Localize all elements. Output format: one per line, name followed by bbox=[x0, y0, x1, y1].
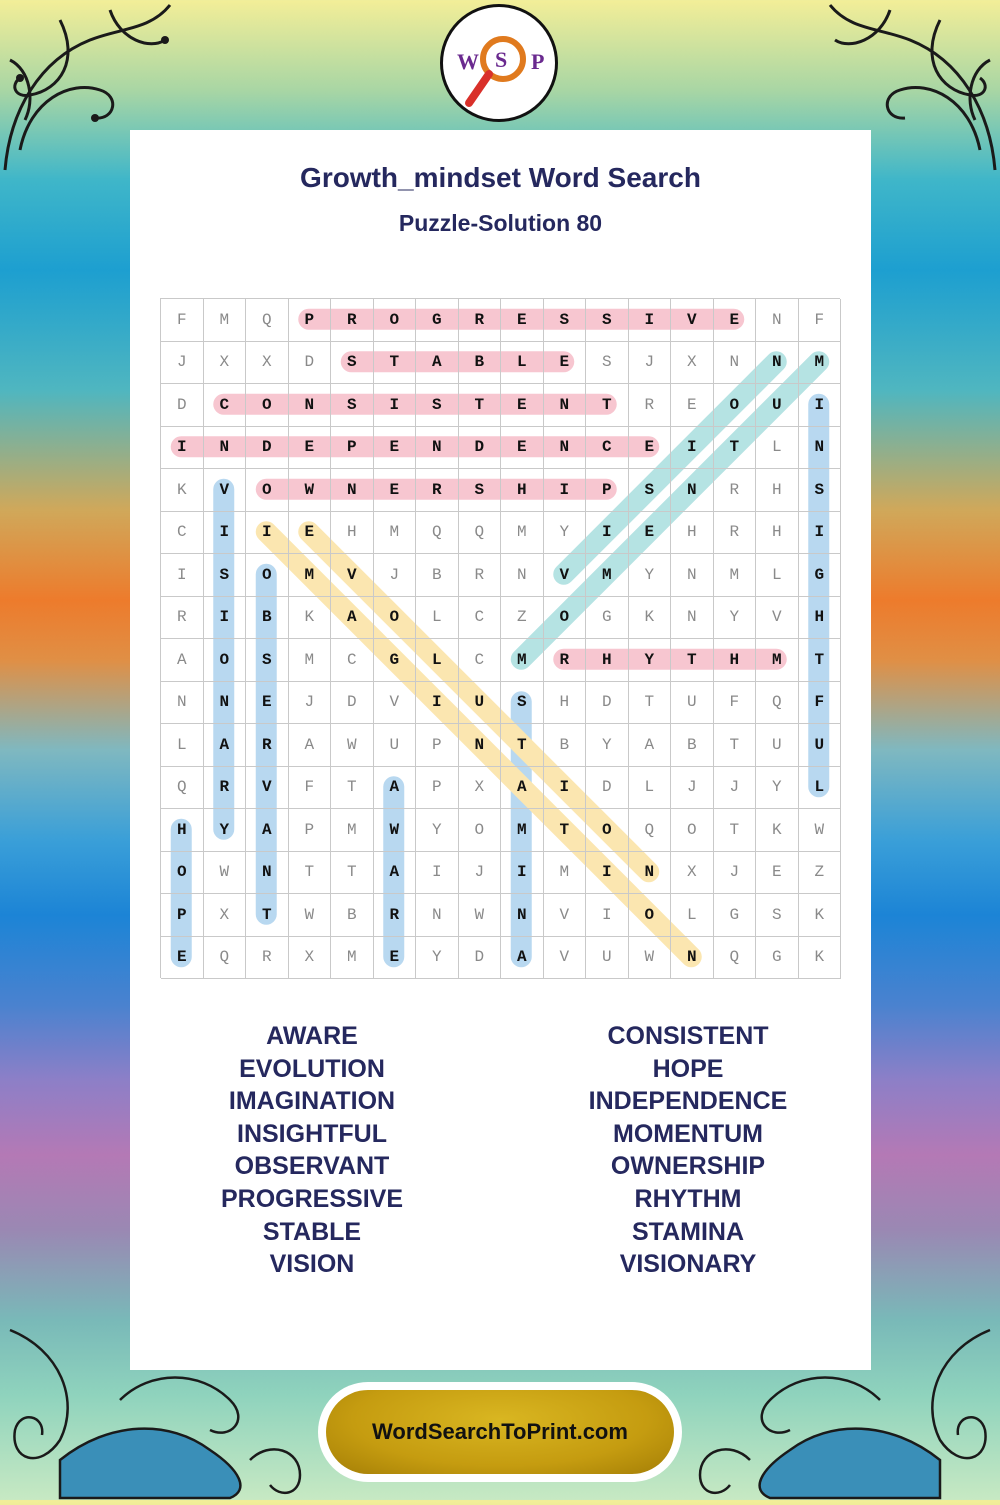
grid-cell[interactable]: R bbox=[246, 937, 289, 980]
grid-cell[interactable]: H bbox=[799, 597, 842, 640]
grid-cell[interactable]: E bbox=[629, 427, 672, 470]
grid-cell[interactable]: X bbox=[204, 342, 247, 385]
grid-cell[interactable]: K bbox=[756, 809, 799, 852]
grid-cell[interactable]: E bbox=[501, 299, 544, 342]
grid-cell[interactable]: I bbox=[161, 554, 204, 597]
grid-cell[interactable]: D bbox=[586, 767, 629, 810]
grid-cell[interactable]: E bbox=[756, 852, 799, 895]
grid-cell[interactable]: R bbox=[374, 894, 417, 937]
word-list-item: OBSERVANT bbox=[234, 1152, 390, 1181]
grid-cell[interactable]: C bbox=[161, 512, 204, 555]
grid-cell[interactable]: Q bbox=[756, 682, 799, 725]
grid-cell[interactable]: B bbox=[246, 597, 289, 640]
grid-cell[interactable]: N bbox=[714, 342, 757, 385]
grid-cell[interactable]: B bbox=[416, 554, 459, 597]
grid-cell[interactable]: N bbox=[501, 554, 544, 597]
grid-cell[interactable]: N bbox=[671, 554, 714, 597]
grid-cell[interactable]: X bbox=[459, 767, 502, 810]
grid-cell[interactable]: O bbox=[246, 554, 289, 597]
word-list-item: MOMENTUM bbox=[613, 1119, 763, 1148]
grid-cell[interactable]: D bbox=[459, 937, 502, 980]
grid-cell[interactable]: M bbox=[756, 639, 799, 682]
grid-cell[interactable]: E bbox=[374, 937, 417, 980]
grid-cell[interactable]: T bbox=[714, 427, 757, 470]
grid-cell[interactable]: C bbox=[204, 384, 247, 427]
grid-cell[interactable]: M bbox=[714, 554, 757, 597]
word-list-item: PROGRESSIVE bbox=[221, 1184, 403, 1213]
grid-cell[interactable]: J bbox=[714, 767, 757, 810]
grid-cell[interactable]: P bbox=[161, 894, 204, 937]
grid-cell[interactable]: V bbox=[544, 894, 587, 937]
grid-cell[interactable]: E bbox=[374, 469, 417, 512]
word-list-item: EVOLUTION bbox=[239, 1054, 385, 1083]
grid-cell[interactable]: I bbox=[544, 767, 587, 810]
grid-cell[interactable]: P bbox=[416, 767, 459, 810]
grid-cell[interactable]: H bbox=[586, 639, 629, 682]
grid-cell[interactable]: W bbox=[289, 894, 332, 937]
grid-cell[interactable]: A bbox=[629, 724, 672, 767]
grid-cell[interactable]: H bbox=[501, 469, 544, 512]
grid-cell[interactable]: O bbox=[459, 809, 502, 852]
grid-cell[interactable]: S bbox=[756, 894, 799, 937]
site-name: WordSearchToPrint.com bbox=[372, 1419, 628, 1444]
grid-cell[interactable]: T bbox=[671, 639, 714, 682]
word-list-item: STAMINA bbox=[631, 1217, 745, 1246]
grid-cell[interactable]: I bbox=[671, 427, 714, 470]
grid-cell[interactable]: I bbox=[586, 894, 629, 937]
page-title: Growth_mindset Word Search bbox=[300, 162, 701, 193]
site-badge-button[interactable] bbox=[326, 1390, 674, 1474]
grid-cell[interactable]: G bbox=[799, 554, 842, 597]
grid-cell[interactable]: F bbox=[714, 682, 757, 725]
grid-cell[interactable]: A bbox=[501, 937, 544, 980]
grid-cell[interactable]: L bbox=[629, 767, 672, 810]
grid-cell[interactable]: B bbox=[459, 342, 502, 385]
grid-cell[interactable]: P bbox=[289, 809, 332, 852]
grid-cell[interactable]: N bbox=[204, 427, 247, 470]
grid-cell[interactable]: M bbox=[331, 937, 374, 980]
grid-cell[interactable]: Y bbox=[544, 512, 587, 555]
grid-cell[interactable]: M bbox=[799, 342, 842, 385]
grid-cell[interactable]: A bbox=[246, 809, 289, 852]
grid-cell[interactable]: F bbox=[799, 682, 842, 725]
word-list-right bbox=[503, 1020, 873, 1281]
grid-cell[interactable]: O bbox=[246, 469, 289, 512]
grid-cell[interactable]: K bbox=[799, 937, 842, 980]
grid-cell[interactable]: X bbox=[671, 342, 714, 385]
grid-cell[interactable]: C bbox=[331, 639, 374, 682]
grid-cell[interactable]: N bbox=[756, 342, 799, 385]
grid-cell[interactable]: J bbox=[459, 852, 502, 895]
grid-cell[interactable]: A bbox=[374, 852, 417, 895]
site-badge[interactable] bbox=[318, 1382, 682, 1482]
grid-cell[interactable]: X bbox=[246, 342, 289, 385]
grid-cell[interactable]: B bbox=[331, 894, 374, 937]
grid-cell[interactable]: M bbox=[544, 852, 587, 895]
grid-cell[interactable]: I bbox=[161, 427, 204, 470]
grid-cell[interactable]: K bbox=[799, 894, 842, 937]
grid-cell[interactable]: Y bbox=[629, 554, 672, 597]
grid-cell[interactable]: H bbox=[714, 639, 757, 682]
grid-cell[interactable]: D bbox=[289, 342, 332, 385]
grid-cell[interactable]: W bbox=[799, 809, 842, 852]
grid-cell[interactable]: H bbox=[331, 512, 374, 555]
grid-cell[interactable]: W bbox=[204, 852, 247, 895]
grid-cell[interactable]: L bbox=[416, 597, 459, 640]
grid-cell[interactable]: C bbox=[459, 639, 502, 682]
grid-cell[interactable]: K bbox=[289, 597, 332, 640]
grid-cell[interactable]: X bbox=[204, 894, 247, 937]
grid-cell[interactable]: Y bbox=[416, 937, 459, 980]
grid-cell[interactable]: O bbox=[374, 597, 417, 640]
grid-cell[interactable]: T bbox=[289, 852, 332, 895]
grid-cell[interactable]: L bbox=[501, 342, 544, 385]
grid-cell[interactable]: N bbox=[246, 852, 289, 895]
grid-cell[interactable]: U bbox=[459, 682, 502, 725]
grid-cell[interactable]: O bbox=[161, 852, 204, 895]
word-list-item: VISIONARY bbox=[619, 1250, 757, 1279]
grid-cell[interactable]: T bbox=[629, 682, 672, 725]
grid-cell[interactable]: W bbox=[459, 894, 502, 937]
grid-cell[interactable]: U bbox=[799, 724, 842, 767]
grid-cell[interactable]: O bbox=[204, 639, 247, 682]
grid-cell[interactable]: U bbox=[671, 682, 714, 725]
grid-cell[interactable]: V bbox=[374, 682, 417, 725]
grid-cell[interactable]: R bbox=[629, 384, 672, 427]
grid-cell[interactable]: M bbox=[501, 639, 544, 682]
grid-cell[interactable]: L bbox=[161, 724, 204, 767]
grid-cell[interactable]: T bbox=[544, 809, 587, 852]
grid-cell[interactable]: M bbox=[289, 639, 332, 682]
grid-cell[interactable]: N bbox=[501, 894, 544, 937]
grid-cell[interactable]: I bbox=[416, 682, 459, 725]
grid-cell[interactable]: F bbox=[161, 299, 204, 342]
grid-cell[interactable]: V bbox=[671, 299, 714, 342]
grid-cell[interactable]: R bbox=[459, 554, 502, 597]
grid-cell[interactable]: W bbox=[289, 469, 332, 512]
grid-cell[interactable]: Q bbox=[161, 767, 204, 810]
grid-cell[interactable]: R bbox=[246, 724, 289, 767]
grid-cell[interactable]: J bbox=[289, 682, 332, 725]
grid-cell[interactable]: N bbox=[459, 724, 502, 767]
grid-cell[interactable]: G bbox=[586, 597, 629, 640]
grid-cell[interactable]: N bbox=[416, 894, 459, 937]
grid-cell[interactable]: T bbox=[714, 724, 757, 767]
grid-cell[interactable]: M bbox=[289, 554, 332, 597]
word-list-item: HOPE bbox=[652, 1054, 724, 1083]
grid-cell[interactable]: S bbox=[459, 469, 502, 512]
grid-cell[interactable]: I bbox=[799, 384, 842, 427]
word-list-item: AWARE bbox=[266, 1022, 358, 1050]
grid-cell[interactable]: N bbox=[416, 427, 459, 470]
grid-cell[interactable]: G bbox=[756, 937, 799, 980]
grid-cell[interactable]: A bbox=[204, 724, 247, 767]
grid-cell[interactable]: Q bbox=[714, 937, 757, 980]
grid-cell[interactable]: W bbox=[629, 937, 672, 980]
grid-cell[interactable]: X bbox=[671, 852, 714, 895]
grid-cell[interactable]: Q bbox=[246, 299, 289, 342]
grid-cell[interactable]: G bbox=[416, 299, 459, 342]
grid-cell[interactable]: U bbox=[586, 937, 629, 980]
grid-cell[interactable]: U bbox=[756, 724, 799, 767]
grid-cell[interactable]: K bbox=[629, 597, 672, 640]
grid-cell[interactable]: F bbox=[289, 767, 332, 810]
grid-cell[interactable]: S bbox=[544, 299, 587, 342]
grid-cell[interactable]: I bbox=[501, 852, 544, 895]
grid-cell[interactable]: J bbox=[671, 767, 714, 810]
page-subtitle: Puzzle-Solution 80 bbox=[398, 210, 603, 236]
grid-cell[interactable]: T bbox=[246, 894, 289, 937]
grid-cell[interactable]: L bbox=[416, 639, 459, 682]
grid-cell[interactable]: N bbox=[671, 469, 714, 512]
word-grid-area bbox=[160, 298, 840, 978]
word-list-item: VISION bbox=[269, 1250, 355, 1279]
grid-cell[interactable]: D bbox=[331, 682, 374, 725]
grid-cell[interactable]: G bbox=[374, 639, 417, 682]
site-logo[interactable] bbox=[440, 4, 558, 122]
grid-cell[interactable]: V bbox=[246, 767, 289, 810]
grid-cell[interactable]: R bbox=[416, 469, 459, 512]
grid-cell[interactable]: A bbox=[501, 767, 544, 810]
logo-letter-w: W bbox=[457, 49, 479, 74]
grid-cell[interactable]: M bbox=[501, 512, 544, 555]
grid-cell[interactable]: I bbox=[544, 469, 587, 512]
grid-cell[interactable]: O bbox=[544, 597, 587, 640]
grid-cell[interactable]: S bbox=[586, 299, 629, 342]
word-list-item: RHYTHM bbox=[634, 1184, 742, 1213]
grid-cell[interactable]: E bbox=[289, 427, 332, 470]
grid-cell[interactable]: D bbox=[161, 384, 204, 427]
grid-cell[interactable]: S bbox=[586, 342, 629, 385]
grid-cell[interactable]: Q bbox=[629, 809, 672, 852]
word-list-item: INDEPENDENCE bbox=[588, 1087, 788, 1116]
grid-cell[interactable]: N bbox=[799, 427, 842, 470]
grid-cell[interactable]: B bbox=[671, 724, 714, 767]
grid-cell[interactable]: Y bbox=[714, 597, 757, 640]
grid-cell[interactable]: J bbox=[714, 852, 757, 895]
grid-cell[interactable]: L bbox=[756, 554, 799, 597]
grid-cell[interactable]: V bbox=[544, 554, 587, 597]
grid-cell[interactable]: T bbox=[374, 342, 417, 385]
grid-cell[interactable]: O bbox=[671, 809, 714, 852]
grid-cell[interactable]: P bbox=[586, 469, 629, 512]
grid-cell[interactable]: V bbox=[331, 554, 374, 597]
grid-cell[interactable]: T bbox=[586, 384, 629, 427]
grid-cell[interactable]: R bbox=[714, 512, 757, 555]
grid-cell[interactable]: D bbox=[459, 427, 502, 470]
grid-cell[interactable]: O bbox=[374, 299, 417, 342]
grid-cell[interactable]: E bbox=[501, 384, 544, 427]
grid-cell[interactable]: Y bbox=[204, 809, 247, 852]
grid-cell[interactable]: H bbox=[756, 512, 799, 555]
grid-cell[interactable]: A bbox=[289, 724, 332, 767]
grid-cell[interactable]: I bbox=[416, 852, 459, 895]
grid-cell[interactable]: T bbox=[501, 724, 544, 767]
grid-cell[interactable]: B bbox=[544, 724, 587, 767]
grid-cell[interactable]: Q bbox=[204, 937, 247, 980]
grid-cell[interactable]: K bbox=[161, 469, 204, 512]
grid-cell[interactable]: H bbox=[544, 682, 587, 725]
grid-cell[interactable]: U bbox=[374, 724, 417, 767]
grid-cell[interactable]: S bbox=[629, 469, 672, 512]
grid-cell[interactable]: Q bbox=[459, 512, 502, 555]
word-list-left bbox=[127, 1020, 497, 1281]
word-grid bbox=[160, 298, 840, 978]
grid-cell[interactable]: I bbox=[246, 512, 289, 555]
grid-cell[interactable]: L bbox=[756, 427, 799, 470]
grid-cell[interactable]: E bbox=[671, 384, 714, 427]
grid-cell[interactable]: E bbox=[161, 937, 204, 980]
grid-cell[interactable]: D bbox=[246, 427, 289, 470]
grid-cell[interactable]: T bbox=[331, 852, 374, 895]
grid-cell[interactable]: A bbox=[374, 767, 417, 810]
grid-cell[interactable]: S bbox=[204, 554, 247, 597]
grid-cell[interactable]: M bbox=[204, 299, 247, 342]
grid-cell[interactable]: R bbox=[331, 299, 374, 342]
grid-cell[interactable]: Q bbox=[416, 512, 459, 555]
grid-cell[interactable]: E bbox=[544, 342, 587, 385]
grid-cell[interactable]: I bbox=[586, 852, 629, 895]
word-list-item: INSIGHTFUL bbox=[237, 1119, 387, 1148]
word-list-item: OWNERSHIP bbox=[610, 1152, 766, 1181]
grid-cell[interactable]: R bbox=[161, 597, 204, 640]
grid-cell[interactable]: H bbox=[671, 512, 714, 555]
grid-cell[interactable]: Y bbox=[756, 767, 799, 810]
grid-cell[interactable]: P bbox=[416, 724, 459, 767]
grid-cell[interactable]: S bbox=[416, 384, 459, 427]
grid-cell[interactable]: Z bbox=[799, 852, 842, 895]
grid-cell[interactable]: Y bbox=[629, 639, 672, 682]
grid-cell[interactable]: Y bbox=[416, 809, 459, 852]
grid-cell[interactable]: V bbox=[544, 937, 587, 980]
grid-cell[interactable]: N bbox=[671, 937, 714, 980]
grid-cell[interactable]: T bbox=[459, 384, 502, 427]
grid-cell[interactable]: I bbox=[204, 597, 247, 640]
grid-cell[interactable]: I bbox=[799, 512, 842, 555]
grid-cell[interactable]: I bbox=[586, 512, 629, 555]
grid-cell[interactable]: S bbox=[501, 682, 544, 725]
grid-cell[interactable]: A bbox=[331, 597, 374, 640]
grid-cell[interactable]: M bbox=[374, 512, 417, 555]
grid-cell[interactable]: J bbox=[161, 342, 204, 385]
grid-cell[interactable]: T bbox=[331, 767, 374, 810]
grid-cell[interactable]: P bbox=[331, 427, 374, 470]
grid-cell[interactable]: D bbox=[586, 682, 629, 725]
grid-cell[interactable]: R bbox=[204, 767, 247, 810]
grid-cell[interactable]: J bbox=[374, 554, 417, 597]
grid-cell[interactable]: O bbox=[246, 384, 289, 427]
grid-cell[interactable]: Y bbox=[586, 724, 629, 767]
grid-cell[interactable]: N bbox=[629, 852, 672, 895]
grid-cell[interactable]: Z bbox=[501, 597, 544, 640]
grid-cell[interactable]: R bbox=[459, 299, 502, 342]
grid-cell[interactable]: R bbox=[714, 469, 757, 512]
grid-cell[interactable]: S bbox=[799, 469, 842, 512]
grid-cell[interactable]: M bbox=[501, 809, 544, 852]
grid-cell[interactable]: L bbox=[671, 894, 714, 937]
grid-cell[interactable]: O bbox=[586, 809, 629, 852]
grid-cell[interactable]: E bbox=[714, 299, 757, 342]
puzzle-panel bbox=[130, 130, 871, 1370]
grid-cell[interactable]: S bbox=[331, 384, 374, 427]
grid-cell[interactable]: X bbox=[289, 937, 332, 980]
grid-cell[interactable]: F bbox=[799, 299, 842, 342]
grid-cell[interactable]: N bbox=[204, 682, 247, 725]
grid-cell[interactable]: V bbox=[204, 469, 247, 512]
grid-cell[interactable]: W bbox=[374, 809, 417, 852]
logo-letter-p: P bbox=[531, 49, 545, 74]
grid-cell[interactable]: S bbox=[331, 342, 374, 385]
word-list-item: IMAGINATION bbox=[228, 1087, 396, 1116]
grid-cell[interactable]: T bbox=[799, 639, 842, 682]
grid-cell[interactable]: L bbox=[799, 767, 842, 810]
word-list-item: CONSISTENT bbox=[607, 1022, 769, 1050]
grid-cell[interactable]: O bbox=[629, 894, 672, 937]
grid-cell[interactable]: V bbox=[756, 597, 799, 640]
grid-cell[interactable]: N bbox=[544, 384, 587, 427]
grid-cell[interactable]: I bbox=[204, 512, 247, 555]
grid-cell[interactable]: T bbox=[714, 809, 757, 852]
grid-cell[interactable]: C bbox=[459, 597, 502, 640]
grid-cell[interactable]: S bbox=[246, 639, 289, 682]
grid-cell[interactable]: E bbox=[289, 512, 332, 555]
grid-cell[interactable]: J bbox=[629, 342, 672, 385]
grid-cell[interactable]: A bbox=[416, 342, 459, 385]
grid-cell[interactable]: H bbox=[161, 809, 204, 852]
grid-cell[interactable]: A bbox=[161, 639, 204, 682]
grid-cell[interactable]: G bbox=[714, 894, 757, 937]
grid-cell[interactable]: H bbox=[756, 469, 799, 512]
grid-cell[interactable]: O bbox=[714, 384, 757, 427]
grid-cell[interactable]: N bbox=[756, 299, 799, 342]
grid-cell[interactable]: M bbox=[331, 809, 374, 852]
word-list-item: STABLE bbox=[262, 1217, 362, 1246]
grid-cell[interactable]: N bbox=[331, 469, 374, 512]
grid-cell[interactable]: I bbox=[374, 384, 417, 427]
grid-cell[interactable]: W bbox=[331, 724, 374, 767]
logo-letter-s: S bbox=[495, 47, 508, 72]
grid-cell[interactable]: C bbox=[586, 427, 629, 470]
grid-cell[interactable]: E bbox=[246, 682, 289, 725]
grid-cell[interactable]: U bbox=[756, 384, 799, 427]
grid-cell[interactable]: E bbox=[374, 427, 417, 470]
grid-cell[interactable]: N bbox=[289, 384, 332, 427]
grid-cell[interactable]: P bbox=[289, 299, 332, 342]
grid-cell[interactable]: E bbox=[501, 427, 544, 470]
grid-cell[interactable]: E bbox=[629, 512, 672, 555]
grid-cell[interactable]: I bbox=[629, 299, 672, 342]
grid-cell[interactable]: R bbox=[544, 639, 587, 682]
grid-cell[interactable]: N bbox=[161, 682, 204, 725]
grid-cell[interactable]: N bbox=[544, 427, 587, 470]
grid-cell[interactable]: M bbox=[586, 554, 629, 597]
grid-cell[interactable]: N bbox=[671, 597, 714, 640]
